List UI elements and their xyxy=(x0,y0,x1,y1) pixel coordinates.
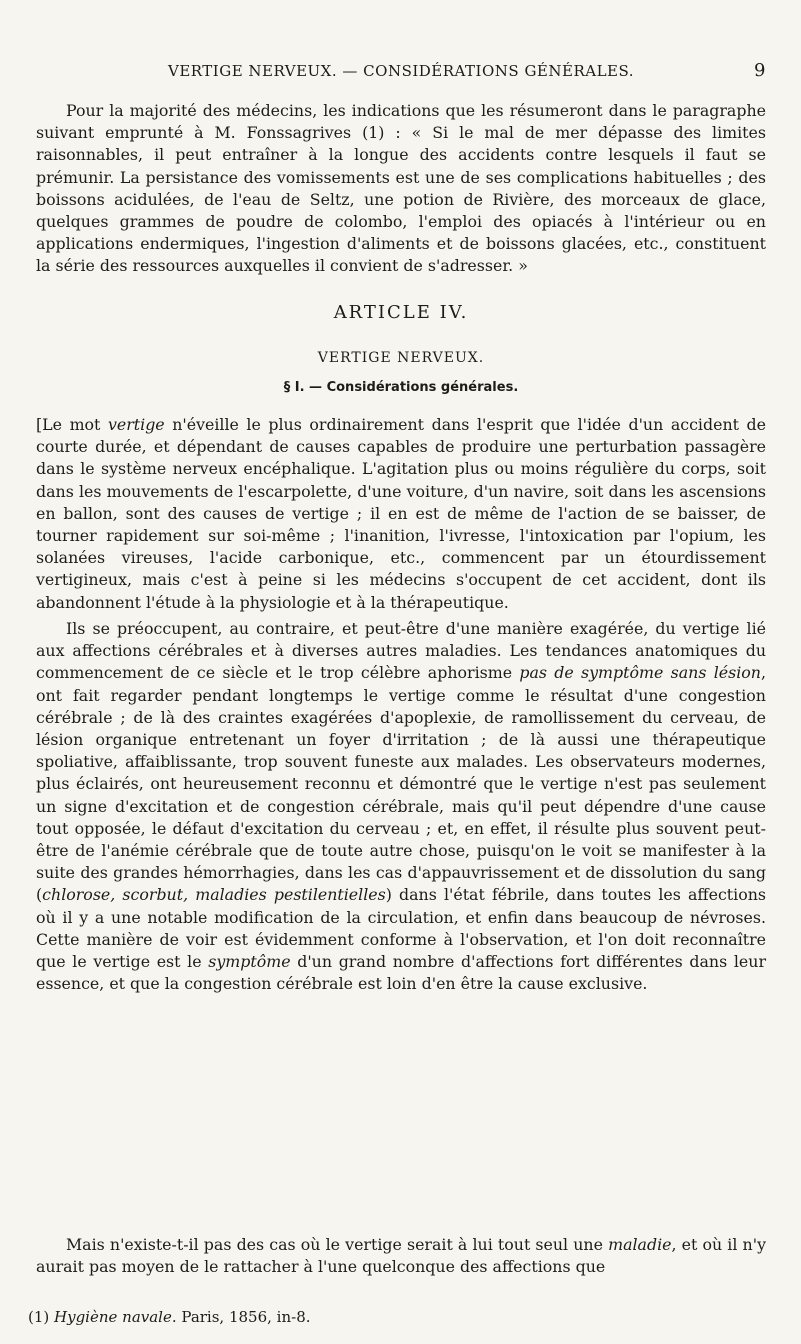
paragraph-question xyxy=(36,1234,766,1278)
page-number: 9 xyxy=(754,60,766,81)
paragraph-medical-views xyxy=(36,618,766,995)
paragraph-text: , et où il n'y aurait pas moyen de le rattacher à l'une quelconque des affections que xyxy=(36,1235,766,1277)
emphasis-text: vertige xyxy=(107,415,165,434)
paragraph-text: n'éveille le plus ordinairement dans l'esprit que l'idée d'un accident de courte durée, et dépendant de causes capables de produire une perturbation passagère dans le système nerveux encéphalique. L'agitation plus ou moins régulière du corps, soit dans les mouvements de l'escarpolette, d'une voiture, d'un navire, soit dans les ascensions en ballon, sont des causes de vertige ; il en est de même de l'action de se baisser, de tourner rapidement sur soi-même ; l'inanition, l'ivresse, l'intoxication par l'opium, les solanées vireuses, l'acide carbonique, etc., commencent par un étourdissement vertigineux, mais c'est à peine si les médecins s'occupent de cet accident, dont ils abandonnent l'étude à la physiologie et à la thérapeutique. xyxy=(36,415,766,612)
paragraph-text: [Le mot xyxy=(36,415,108,434)
emphasis-text: pas de symptôme sans lésion xyxy=(519,663,761,683)
footnote-text: . Paris, 1856, in-8. xyxy=(171,1308,311,1326)
footnote-marker: (1) xyxy=(28,1308,55,1326)
paragraph-text: , ont fait regarder pendant longtemps le vertige comme le résultat d'une congestion cérébrale ; de là des craintes exagérées d'apoplexie, de ramollissement du cerveau, de lésion organique entretenant un foyer d'irritation ; de là aussi une thérapeutique spoliative, affaiblissante, trop souvent funeste aux malades. Les observateurs modernes, plus éclairés, ont heureusement reconnu et démontré que le vertige n'est pas seulement un signe d'excitation et de congestion cérébrale, mais qu'il peut dépendre d'une cause tout opposée, le défaut d'excitation du cerveau ; et, en effet, il résulte plus souvent peut-être de l'anémie cérébrale que de toute autre chose, puisqu'on le voit se manifester à la suite des grandes hémorrhagies, dans les cas d'appauvrissement et de dissolution du sang ( xyxy=(36,663,766,905)
article-subheading: VERTIGE NERVEUX. xyxy=(317,350,485,366)
paragraph-text: d'un grand nombre d'affections fort différentes dans leur essence, et que la congestion cérébrale est loin d'en être la cause exclusive. xyxy=(36,952,766,994)
running-header xyxy=(36,62,766,80)
running-title: VERTIGE NERVEUX. — CONSIDÉRATIONS GÉNÉRALES. xyxy=(167,62,635,80)
paragraph-vertige-definition xyxy=(36,414,766,614)
emphasis-text: chlorose, scorbut, maladies pestilentielles xyxy=(42,885,386,905)
emphasis-text: maladie xyxy=(608,1235,672,1254)
paragraph-text: ) dans l'état fébrile, dans toutes les affections où il y a une notable modification de la circulation, et enfin dans beaucoup de névroses. Cette manière de voir est évidemment conforme à l'observation, et l'on doit reconnaître que le vertige est le xyxy=(36,885,767,972)
section-heading: § I. — Considérations générales. xyxy=(283,380,519,395)
paragraph-text: Ils se préoccupent, au contraire, et peut-être d'une manière exagérée, du vertige lié aux affections cérébrales et à diverses autres maladies. Les tendances anatomiques du commencement de ce siècle et le trop célèbre aphorisme xyxy=(36,619,766,683)
emphasis-text: symptôme xyxy=(208,952,291,972)
paragraph-intro: Pour la majorité des médecins, les indications que les résumeront dans le paragraphe suivant emprunté à M. Fonssagrives (1) : « Si le mal de mer dépasse des limites raisonnables, il peut entraîner à la longue des accidents contre lesquels il faut se prémunir. La persistance des vomissements est une de ses complications habituelles ; des boissons acidulées, de l'eau de Seltz, une potion de Rivière, des morceaux de glace, quelques grammes de poudre de colombo, l'emploi des opiacés à l'intérieur ou en applications endermiques, l'ingestion d'aliments et de boissons glacées, etc., constituent la série des ressources auxquelles il convient de s'adresser. » xyxy=(36,101,766,276)
footnote-title: Hygiène navale xyxy=(54,1308,172,1326)
article-heading: ARTICLE IV. xyxy=(333,302,469,323)
footnote xyxy=(28,1308,768,1326)
paragraph-text: Mais n'existe-t-il pas des cas où le vertige serait à lui tout seul une xyxy=(66,1235,609,1254)
